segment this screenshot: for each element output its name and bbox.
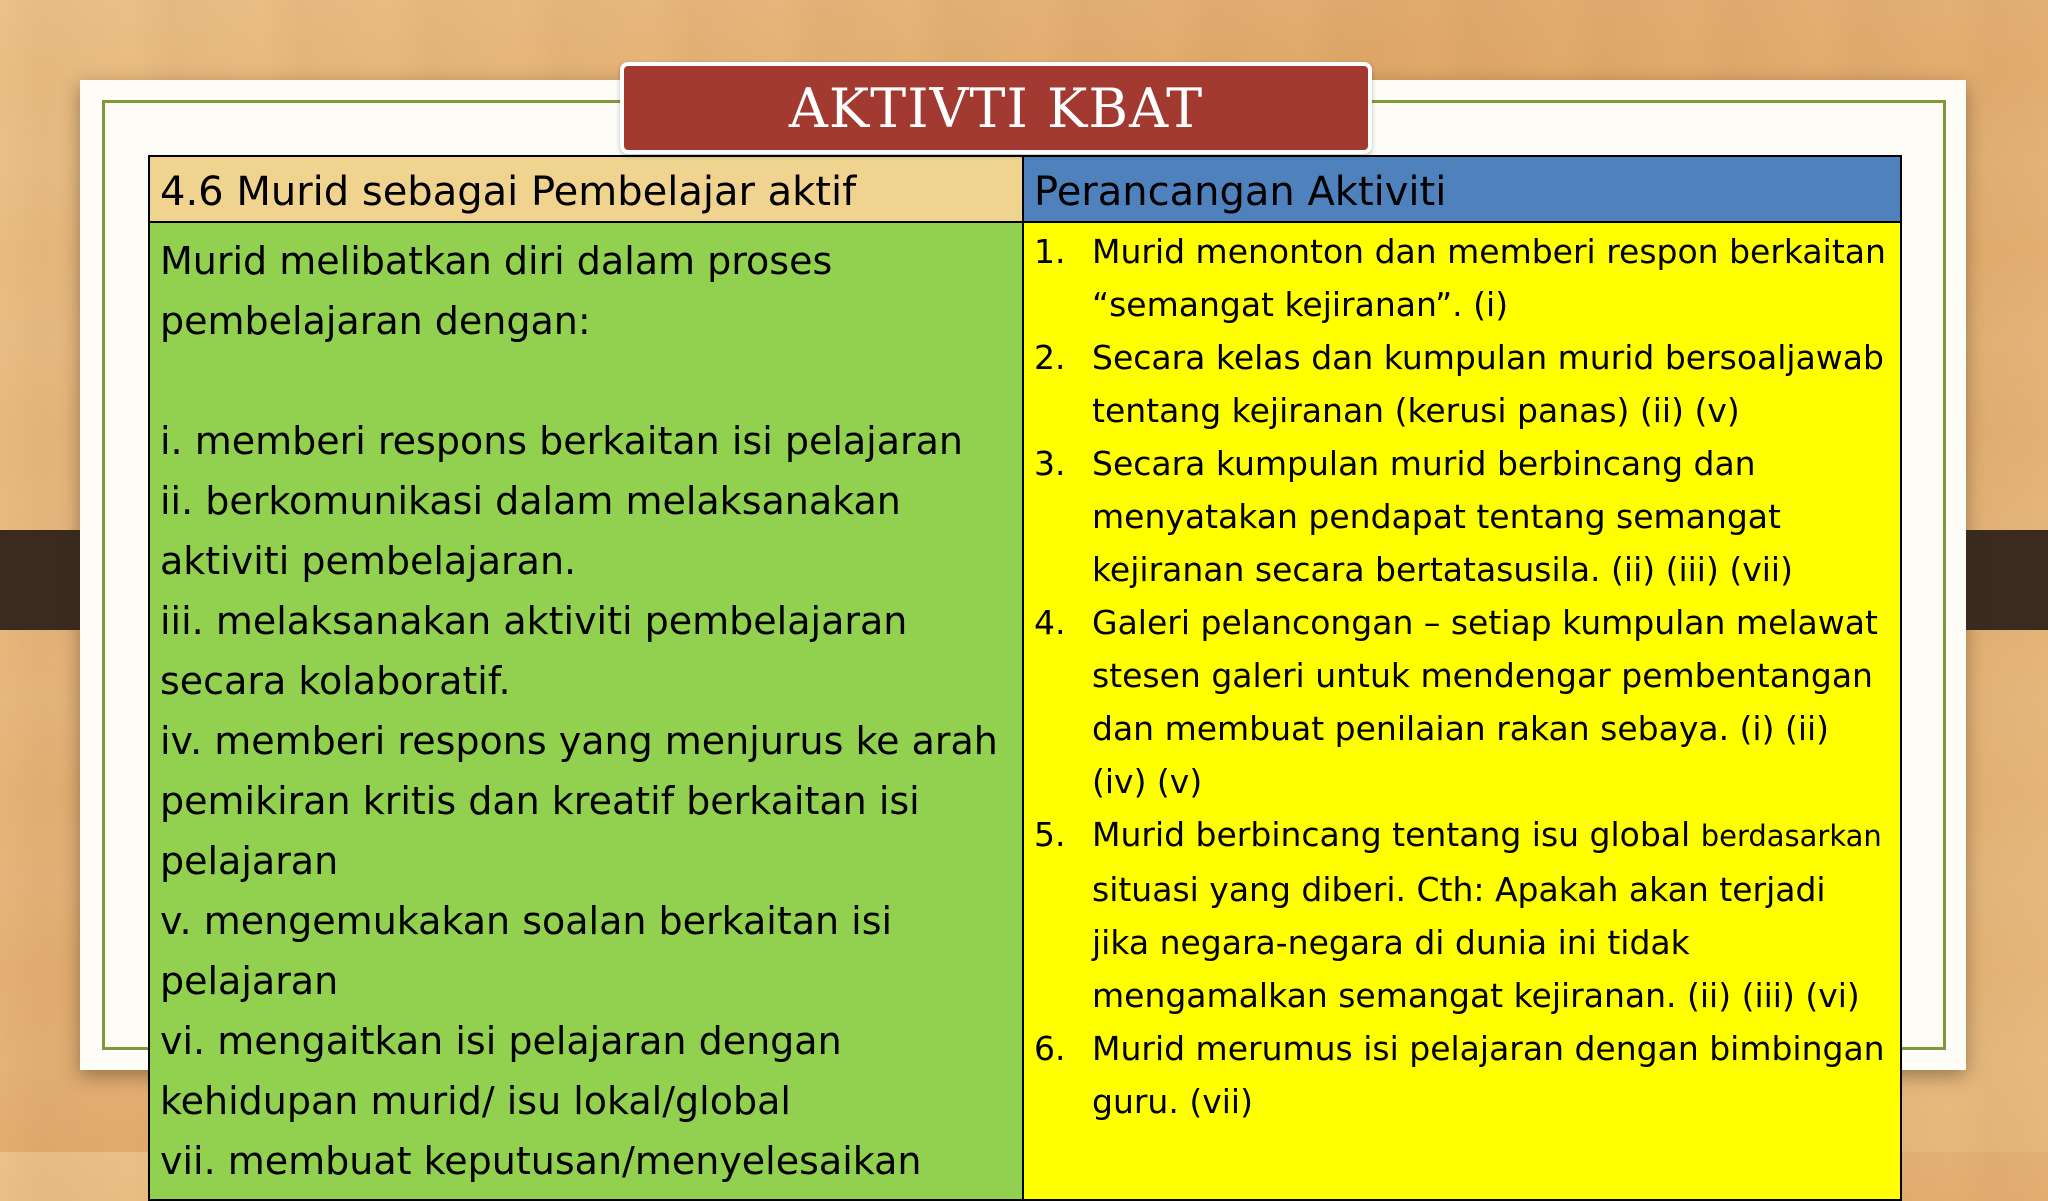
criteria-item: ii. berkomunikasi dalam melaksanakan aktiviti pembelajaran. bbox=[160, 479, 901, 583]
activity-list bbox=[1034, 225, 1890, 1128]
criteria-item: vii. membuat keputusan/menyelesaikan bbox=[160, 1139, 922, 1183]
activity-text: Murid merumus isi pelajaran dengan bimbingan guru. (vii) bbox=[1092, 1029, 1885, 1121]
activity-text-part: situasi yang diberi. Cth: Apakah akan terjadi jika negara-negara di dunia ini tidak mengamalkan semangat kejiranan. (ii) (iii) (vi) bbox=[1092, 870, 1860, 1015]
activity-item bbox=[1034, 808, 1890, 1022]
criteria-item: i. memberi respons berkaitan isi pelajaran bbox=[160, 419, 964, 463]
activity-number: 6. bbox=[1034, 1029, 1066, 1068]
activity-text: Murid menonton dan memberi respon berkaitan “semangat kejiranan”. (i) bbox=[1092, 232, 1886, 324]
spacer bbox=[160, 351, 1012, 411]
activity-item bbox=[1034, 1022, 1890, 1128]
table-body-row bbox=[149, 222, 1901, 1200]
activity-number: 2. bbox=[1034, 338, 1066, 377]
criteria-item: vi. mengaitkan isi pelajaran dengan kehidupan murid/ isu lokal/global bbox=[160, 1019, 842, 1123]
activity-number: 5. bbox=[1034, 815, 1066, 854]
activity-item bbox=[1034, 331, 1890, 437]
left-column-header: 4.6 Murid sebagai Pembelajar aktif bbox=[149, 156, 1023, 222]
activity-text: Secara kumpulan murid berbincang dan menyatakan pendapat tentang semangat kejiranan secara bertatasusila. (ii) (iii) (vii) bbox=[1092, 444, 1793, 589]
table-header-row bbox=[149, 156, 1901, 222]
activity-text: Secara kelas dan kumpulan murid bersoaljawab tentang kejiranan (kerusi panas) (ii) (v) bbox=[1092, 338, 1884, 430]
activity-plan-cell bbox=[1023, 222, 1901, 1200]
slide-title: AKTIVTI KBAT bbox=[620, 62, 1372, 154]
activity-item bbox=[1034, 225, 1890, 331]
criteria-item: iii. melaksanakan aktiviti pembelajaran secara kolaboratif. bbox=[160, 599, 908, 703]
activity-item bbox=[1034, 596, 1890, 808]
activity-number: 1. bbox=[1034, 232, 1066, 271]
right-column-header: Perancangan Aktiviti bbox=[1023, 156, 1901, 222]
activity-text bbox=[1092, 808, 1890, 1022]
activity-text: Galeri pelancongan – setiap kumpulan melawat stesen galeri untuk mendengar pembentangan dan membuat penilaian rakan sebaya. (i) (ii) (iv) (v) bbox=[1092, 603, 1878, 801]
learner-criteria-cell bbox=[149, 222, 1023, 1200]
criteria-item: iv. memberi respons yang menjurus ke arah pemikiran kritis dan kreatif berkaitan isi pelajaran bbox=[160, 719, 998, 883]
activity-text-small: berdasarkan bbox=[1700, 819, 1882, 853]
criteria-item: v. mengemukakan soalan berkaitan isi pelajaran bbox=[160, 899, 893, 1003]
activity-number: 4. bbox=[1034, 603, 1066, 642]
activity-item bbox=[1034, 437, 1890, 596]
kbat-table bbox=[148, 155, 1902, 1201]
activity-number: 3. bbox=[1034, 444, 1066, 483]
criteria-intro: Murid melibatkan diri dalam proses pembelajaran dengan: bbox=[160, 239, 833, 343]
activity-text-part: Murid berbincang tentang isu global bbox=[1092, 815, 1701, 854]
